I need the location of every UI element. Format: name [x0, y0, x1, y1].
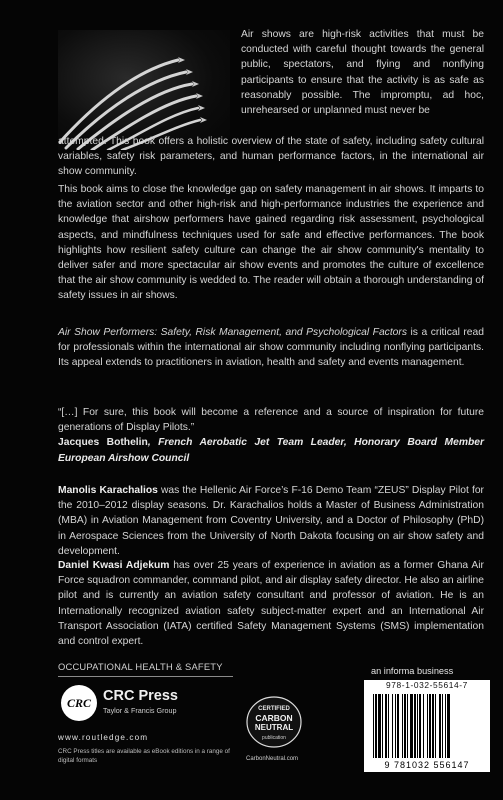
publisher-website: www.routledge.com: [58, 733, 149, 742]
informa-tagline: an informa business: [371, 666, 454, 676]
isbn-barcode-box: [364, 680, 490, 772]
isbn-number: 978-1-032-55614-7: [386, 680, 468, 690]
intro-paragraph-start: Air shows are high-risk activities that must be conducted with careful thought towards the general public, spectators, and flying and nonflying participants to ensure that the activity is as safe as reasonably possible. The impromptu, ad hoc, unrehearsed or unplanned must never be: [241, 29, 484, 117]
ebook-note: CRC Press titles are available as eBook editions in a range of digital formats: [58, 748, 230, 764]
carbon-publication: publication: [262, 735, 286, 741]
author-name: Manolis Karachalios: [58, 485, 158, 496]
quote-author: Jacques Bothelin: [58, 437, 148, 449]
carbon-word: CARBON: [255, 713, 293, 723]
divider: [58, 676, 233, 677]
cover-photo-aerobatic-jets: [58, 30, 230, 150]
barcode-icon: [370, 692, 484, 770]
author-bio-karachalios: [58, 483, 484, 559]
neutral-word: NEUTRAL: [254, 723, 294, 732]
carbon-certified: CERTIFIED: [258, 706, 290, 712]
quote-text: “[…] For sure, this book will become a reference and a source of inspiration for future generations of Display Pilots.”: [58, 407, 484, 434]
intro-paragraph-end: attempted. This book offers a holistic overview of the state of safety, including safety cultural variables, safety risk parameters, and human performance factors, in the international air show community.: [58, 136, 484, 178]
quote-author-role: , French Aerobatic Jet Team Leader, Honorary Board Member European Airshow Council: [58, 437, 484, 464]
description-paragraph: This book aims to close the knowledge gap on safety management in air shows. It imparts to the aviation sector and other high-risk and high-performance industries the experience and knowledge that airshow performers have gained regarding risk assessment, psychological aspects, and mindfulness techniques used for safe and effective performances. The book highlights how resilient safety culture can change the air show community's mentality to deliver safer and more spectacular air show events and promotes the culture of excellence that the air show community is wedded to. The reader will obtain a thorough understanding of safety issues in air shows.: [58, 184, 484, 302]
carbon-neutral-url: CarbonNeutral.com: [246, 756, 299, 762]
carbon-neutral-badge-icon: [245, 695, 303, 750]
subject-category: OCCUPATIONAL HEALTH & SAFETY: [58, 661, 223, 672]
publisher-name: CRC Press: [103, 688, 178, 704]
audience-paragraph: [58, 325, 484, 371]
endorsement-quote: [58, 405, 484, 466]
publisher-group: Taylor & Francis Group: [103, 706, 177, 715]
book-title: Air Show Performers: Safety, Risk Management, and Psychological Factors: [58, 327, 407, 338]
crc-logo-text: CRC: [66, 696, 92, 710]
barcode-digits: 9 781032 556147: [384, 760, 470, 770]
crc-press-logo-icon: [60, 684, 98, 722]
author-bio-text: has over 25 years of experience in aviation as a former Ghana Air Force squadron commander, command pilot, and air display safety director. He also an airline pilot and is currently an aviation safety consultant and professor of aviation. He is an Internationally recognized aviation safety subject-matter expert and an International Air Transport Association (IATA) certified Safety Management Systems (SMS) implementation and control expert.: [58, 560, 484, 648]
author-name: Daniel Kwasi Adjekum: [58, 560, 170, 571]
author-bio-adjekum: [58, 558, 484, 649]
audience-text: is a critical read for professionals within the international air show community including nonflying participants. Its appeal extends to practitioners in aviation, health and safety and events management.: [58, 327, 484, 369]
author-bio-text: was the Hellenic Air Force’s F-16 Demo Team “ZEUS” Display Pilot for the 2010–2012 display seasons. Dr. Karachalios holds a Master of Business Administration (MBA) in Aviation Management from Coventry University, and a Doctor of Philosophy (PhD) in Aerospace Sciences from the University of North Dakota focusing on air show safety and development.: [58, 485, 484, 557]
